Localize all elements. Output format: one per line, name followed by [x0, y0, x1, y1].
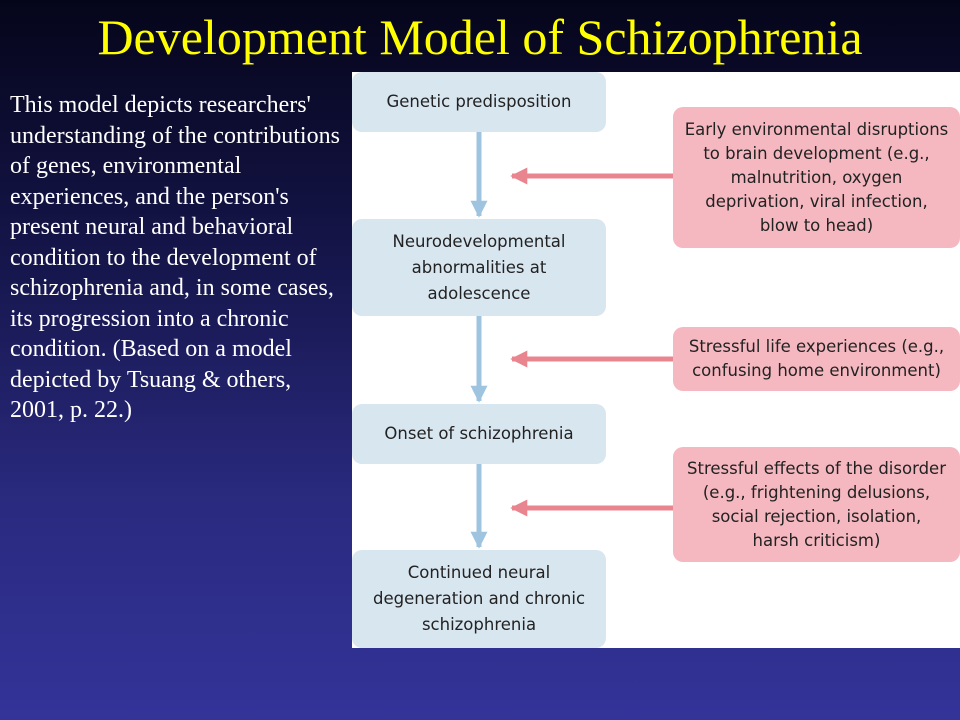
- stage-chronic-schizophrenia: Continued neural degeneration and chronic schizophrenia: [352, 550, 606, 648]
- factor-stressful-life-experiences: Stressful life experiences (e.g., confusing home environment): [673, 327, 960, 391]
- stage-genetic-predisposition: Genetic predisposition: [352, 72, 606, 132]
- stage-neurodevelopmental-abnormalities: Neurodevelopmental abnormalities at adolescence: [352, 219, 606, 316]
- slide-title: Development Model of Schizophrenia: [97, 9, 863, 65]
- stage-onset-of-schizophrenia: Onset of schizophrenia: [352, 404, 606, 464]
- factor-early-environmental-disruptions: Early environmental disruptions to brain development (e.g., malnutrition, oxygen deprivation, viral infection, blow to head): [673, 107, 960, 248]
- development-model-diagram: [352, 72, 960, 648]
- factor-stressful-effects-of-disorder: Stressful effects of the disorder (e.g., frightening delusions, social rejection, isolation, harsh criticism): [673, 447, 960, 562]
- model-description: This model depicts researchers' understanding of the contributions of genes, environmental experiences, and the person's present neural and behavioral condition to the development of schizophrenia and, in some cases, its progression into a chronic condition. (Based on a model depicted by Tsuang & others, 2001, p. 22.): [10, 92, 340, 423]
